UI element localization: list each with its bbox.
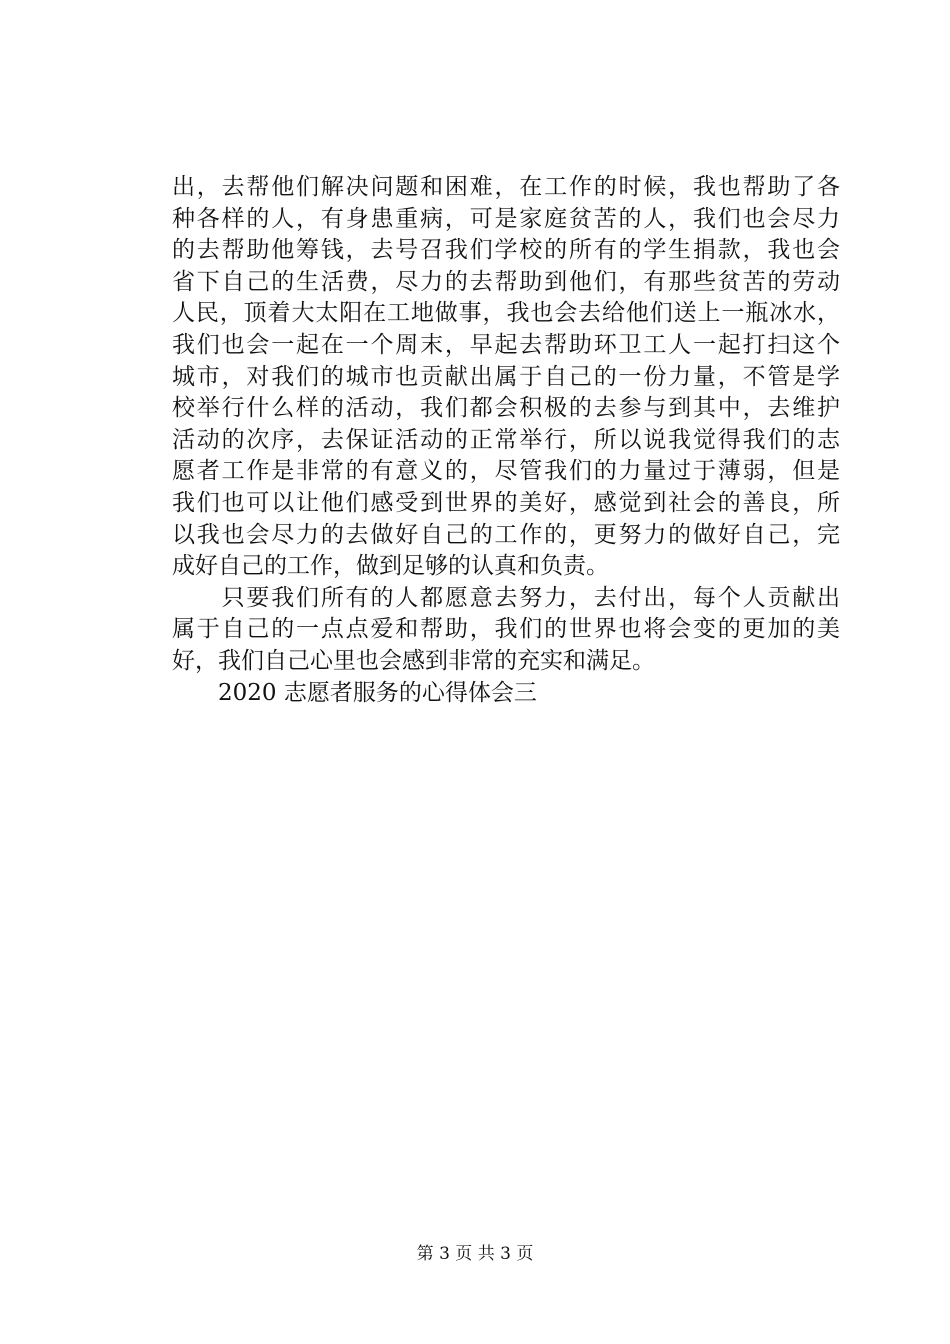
- paragraph-line: 我们也可以让他们感受到世界的美好，感觉到社会的善良，所: [172, 489, 840, 516]
- paragraph-line: 城市，对我们的城市也贡献出属于自己的一份力量，不管是学: [172, 363, 840, 390]
- paragraph-line: 我们也会一起在一个周末，早起去帮助环卫工人一起打扫这个: [172, 331, 840, 358]
- document-body: [172, 172, 840, 709]
- paragraph-line: 以我也会尽力的去做好自己的工作的，更努力的做好自己，完: [172, 521, 840, 548]
- paragraph-line: 人民，顶着大太阳在工地做事，我也会去给他们送上一瓶冰水，: [172, 300, 840, 327]
- paragraph-line: 省下自己的生活费，尽力的去帮助到他们，有那些贫苦的劳动: [172, 268, 840, 295]
- paragraph-line: 出，去帮他们解决问题和困难，在工作的时候，我也帮助了各: [172, 174, 840, 200]
- paragraph-line: 的去帮助他筹钱，去号召我们学校的所有的学生捐款，我也会: [172, 237, 840, 264]
- paragraph-line: 只要我们所有的人都愿意去努力，去付出，每个人贡献出: [172, 584, 840, 611]
- paragraph-line: 活动的次序，去保证活动的正常举行，所以说我觉得我们的志: [172, 426, 840, 453]
- paragraph-line: 校举行什么样的活动，我们都会积极的去参与到其中，去维护: [172, 395, 840, 422]
- paragraph-line: 成好自己的工作，做到足够的认真和负责。: [172, 553, 609, 580]
- page-number-footer: 第 3 页 共 3 页: [416, 1244, 534, 1264]
- paragraph-line: 属于自己的一点点爱和帮助，我们的世界也将会变的更加的美: [172, 616, 840, 643]
- section-heading: 2020 志愿者服务的心得体会三: [172, 679, 537, 706]
- paragraph-line: 好，我们自己心里也会感到非常的充实和满足。: [172, 647, 655, 674]
- paragraph-line: 种各样的人，有身患重病，可是家庭贫苦的人，我们也会尽力: [172, 205, 840, 232]
- paragraph-line: 愿者工作是非常的有意义的，尽管我们的力量过于薄弱，但是: [172, 458, 840, 485]
